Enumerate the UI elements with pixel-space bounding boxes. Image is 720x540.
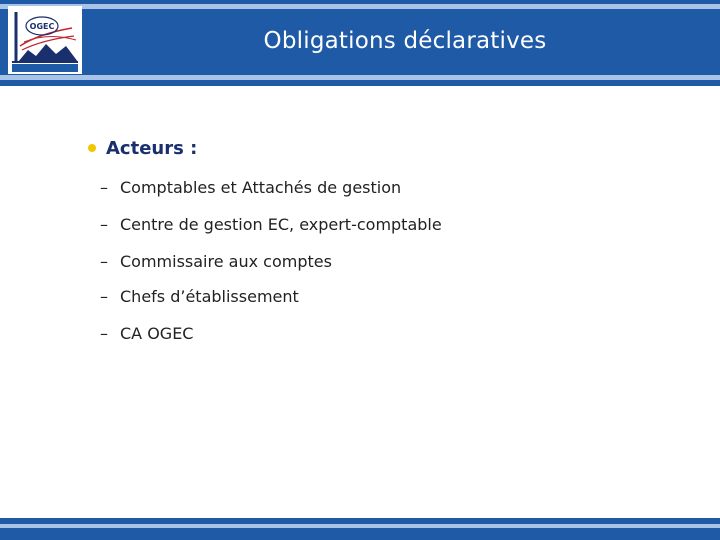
header-band [0,0,720,86]
dash: – [100,215,108,234]
svg-text:OGEC: OGEC [29,22,55,31]
list-item-label: Chefs d’établissement [120,287,299,306]
list-item [100,215,442,234]
footer-band [0,518,720,540]
header-stripe [0,75,720,80]
footer-stripe [0,524,720,528]
list-item-label: Centre de gestion EC, expert-comptable [120,215,442,234]
heading-row [86,135,686,161]
list-item [100,324,193,343]
list-item-label: Comptables et Attachés de gestion [120,178,402,197]
content [86,135,686,161]
list-item-label: Commissaire aux comptes [120,252,332,271]
header-stripe [0,4,720,9]
list-item-label: CA OGEC [120,324,194,343]
list-item [100,287,299,306]
dash: – [100,324,108,343]
dash: – [100,178,108,197]
slide-title: Obligations déclaratives [263,28,547,54]
list-item [100,252,332,271]
bullet-icon [88,144,96,152]
list-item [100,178,401,197]
ogec-logo [8,6,82,74]
dash: – [100,287,108,306]
heading: Acteurs : [106,137,198,159]
dash: – [100,252,108,271]
